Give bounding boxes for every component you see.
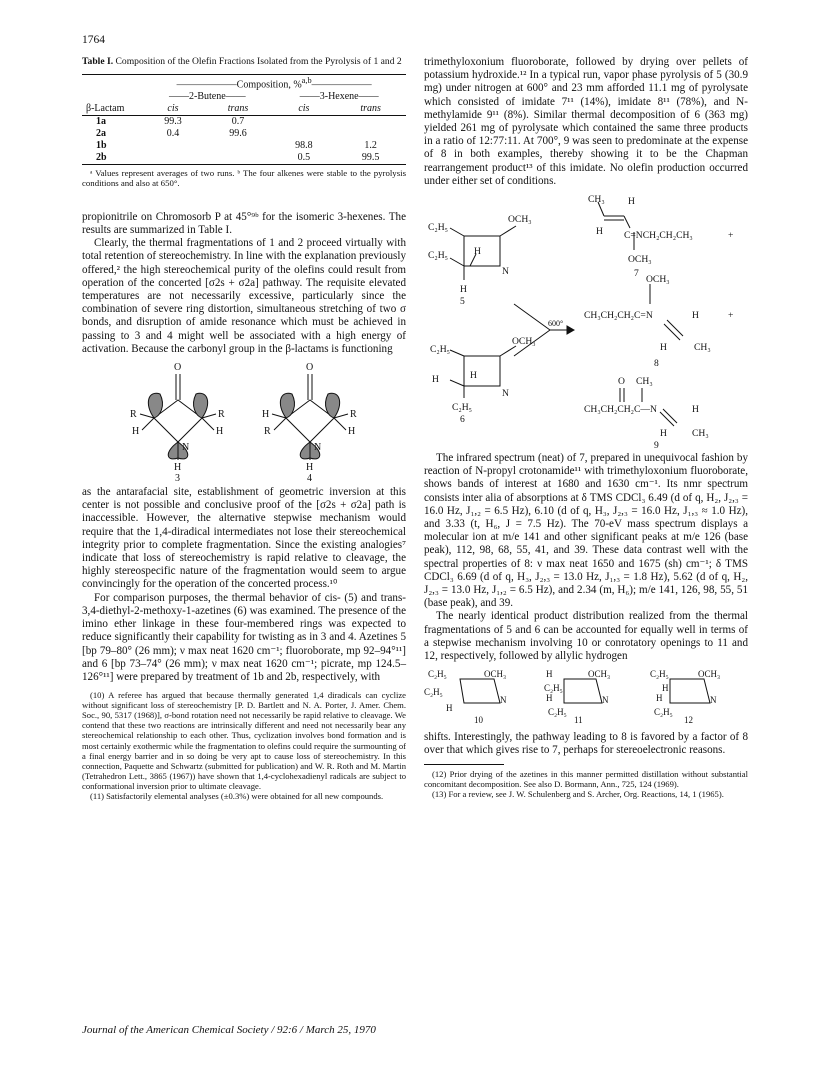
svg-text:H: H (470, 370, 477, 382)
svg-text:CH₃CH₂CH₂C=N: CH₃CH₂CH₂C=N (584, 310, 653, 322)
svg-text:CH₃CH₂CH₂C—N: CH₃CH₂CH₂C—N (584, 404, 657, 416)
svg-text:+: + (728, 310, 734, 322)
footnote-13: (13) For a review, see J. W. Schulenberg and S. Archer, Org. Reactions, 14, 1 (1965). (432, 788, 724, 799)
left-paragraph-3: as the antarafacial site, establishment of geometric inversion at this center is not possible and conclusive proof of the [σ2s + σ2a] path is inaccessible. However, the alternative stepwise mechanism would require that the 1,4-diradical intermediates not lose their stereochemical integrity prior to complete fragmentation. Since the existing analogies⁷ indicate that loss of stereochemistry is rapid relative to cleavage, the highly stereospecific nature of the fragmentation would seem to argue convincingly for the operation of the concerted process.¹⁰ (82, 486, 406, 591)
svg-text:C₂H₅: C₂H₅ (430, 344, 451, 356)
table-caption: Table I. Composition of the Olefin Fractions Isolated from the Pyrolysis of 1 and 2 (82, 56, 402, 67)
svg-text:H: H (692, 310, 699, 322)
svg-text:O: O (174, 362, 182, 374)
svg-text:OCH₃: OCH₃ (512, 336, 536, 348)
butene-header: ——2-Butene—— (169, 90, 246, 102)
right-footnotes (424, 764, 748, 799)
svg-text:H: H (692, 404, 699, 416)
label-9: 9 (654, 440, 659, 449)
col-cis: cis (167, 102, 179, 114)
table-footnote: ᵃ Values represent averages of two runs. ᵇ The four alkenes were stable to the pyrolysis conditions and also at 650°. (82, 167, 406, 189)
hexene-header: ——3-Hexene—— (299, 90, 379, 102)
svg-text:H: H (460, 284, 467, 296)
page-number: 1764 (82, 34, 105, 46)
svg-text:H: H (656, 693, 663, 704)
temperature-label: 600° (548, 319, 564, 329)
svg-text:O: O (618, 376, 625, 388)
svg-text:R: R (130, 409, 137, 421)
svg-text:OCH₃: OCH₃ (698, 669, 721, 680)
svg-text:N: N (182, 442, 190, 454)
svg-text:OCH₃: OCH₃ (484, 669, 507, 680)
footnote-rule (424, 764, 504, 765)
svg-text:H: H (660, 428, 667, 440)
svg-text:N: N (502, 388, 509, 400)
svg-text:OCH₃: OCH₃ (588, 669, 611, 680)
svg-text:C₂H₅: C₂H₅ (452, 402, 473, 414)
svg-text:OCH₃: OCH₃ (646, 274, 670, 286)
footnote-12: (12) Prior drying of the azetines in this manner permitted distillation without substantial concomitant decomposition. See also D. Bormann, Ann., 725, 124 (1969). (424, 768, 748, 789)
svg-text:H: H (174, 462, 182, 474)
svg-text:C₂H₅: C₂H₅ (424, 687, 443, 698)
col-trans: trans (360, 102, 381, 114)
svg-text:H: H (132, 426, 140, 438)
col-cis: cis (298, 102, 310, 114)
left-column (82, 56, 406, 801)
svg-text:C=NCH₂CH₂CH₃: C=NCH₂CH₂CH₃ (624, 230, 693, 242)
svg-text:R: R (350, 409, 357, 421)
table-row: 1b 98.8 1.2 (96, 139, 377, 151)
lactam-structures (94, 360, 394, 482)
svg-text:+: + (728, 230, 734, 242)
svg-text:H: H (446, 703, 453, 714)
svg-text:N: N (500, 695, 507, 706)
label-10: 10 (474, 715, 483, 726)
svg-text:C₂H₅: C₂H₅ (428, 250, 449, 262)
label-8: 8 (654, 358, 659, 370)
svg-text:H: H (628, 196, 635, 208)
svg-text:H: H (216, 426, 224, 438)
svg-text:H: H (546, 669, 553, 680)
svg-text:C₂H₅: C₂H₅ (548, 707, 567, 718)
svg-text:R: R (264, 426, 271, 438)
svg-text:N: N (314, 442, 322, 454)
right-paragraph-1: trimethyloxonium fluoroborate, followed by drying over pellets of potassium hydroxide.¹² In a typical run, vapor phase pyrolysis of 5 (30.9 mg) under nitrogen at 600° and 23 mm afforded 11.1 mg of pyrolysate which consisted of imidate 7¹¹ (14%), imidate 8¹¹ (78%), and N-methylamide 9¹¹ (8%). Similar thermal decomposition of 6 (363 mg) yielded 261 mg of pyrolysate which contained the same three products in a ratio of 12:77:11. At 700°, 9 was seen to predominate at the expense of 8 in both examples, thereby showing it to be the Chapman rearrangement product¹³ of this imidate. No olefin production occurred under either set of conditions. (424, 56, 748, 187)
label-12: 12 (684, 715, 693, 726)
left-paragraph-4: For comparison purposes, the thermal behavior of cis- (5) and trans-3,4-diethyl-2-methoxy-1-azetines (6) was examined. The presence of the imino ether linkage in these four-membered rings was expected to reduce significantly their capability for twisting as in 3 and 4. Azetines 5 [bp 79–80° (26 mm); ν max neat 1620 cm⁻¹; fluoroborate, mp 92–94°¹¹] and 6 [bp 73–74° (26 mm); ν max neat 1620 cm⁻¹; picrate, mp 124.5–126°¹¹] were prepared by treatment of 1b and 2b, respectively, with (82, 591, 406, 683)
col-trans: trans (227, 102, 249, 114)
svg-text:H: H (660, 342, 667, 354)
table-row: 2b 0.5 99.5 (82, 152, 406, 165)
svg-text:H: H (546, 693, 553, 704)
table-row: 2a 0.4 99.6 (96, 127, 247, 139)
svg-text:C₂H₅: C₂H₅ (544, 683, 563, 694)
label-7: 7 (634, 268, 639, 280)
svg-text:H: H (662, 683, 669, 694)
svg-text:H: H (432, 374, 439, 386)
label-5: 5 (460, 296, 465, 308)
right-paragraph-3: The nearly identical product distribution realized from the thermal fragmentations of 5 and 6 can be accounted for equally well in terms of a stepwise mechanism involving 10 or conrotatory openings to 11 and 12, respectively, followed by allylic hydrogen (424, 610, 748, 663)
svg-text:H: H (596, 226, 603, 238)
label-6: 6 (460, 414, 465, 426)
svg-text:H: H (348, 426, 356, 438)
composition-header: ——————Composition, %$^{a,b}$—————— (176, 75, 372, 90)
svg-text:CH₃: CH₃ (694, 342, 711, 354)
right-column (424, 56, 748, 799)
svg-text:C₂H₅: C₂H₅ (428, 669, 447, 680)
label-4: 4 (307, 473, 312, 483)
svg-text:N: N (602, 695, 609, 706)
footnote-10: (10) A referee has argued that because thermally generated 1,4 diradicals can cyclize without significant loss of stereochemistry [P. D. Bartlett and N. A. Porter, J. Amer. Chem. Soc., 90, 5317 (1968)], σ-bond rotation need not necessarily be rapid relative to cleavage. We contend that these two reactions are intrinsically different and need not necessarily bear any stereochemical relationship to each other. Thus, cyclization involves bond formation and is most certainly exothermic while the fragmentation to olefins could require the surmounting of a final energy barrier and in so doing be very apt to cause loss of stereochemistry. In this connection, Paquette and Schwartz (submitted for publication) and W. R. Roth and M. Martin (Tetrahedron Lett., 3865 (1967)) have shown that 1,4-cyclohexadienyl radicals are subject to conformational inversion prior to ultimate cleavage. (82, 690, 406, 791)
composition-table (82, 74, 406, 165)
footnote-11: (11) Satisfactorily elemental analyses (±0.3%) were obtained for all new compounds. (90, 791, 384, 802)
svg-text:CH₃: CH₃ (636, 376, 653, 388)
label-3: 3 (175, 473, 180, 483)
svg-text:O: O (306, 362, 314, 374)
right-paragraph-2: The infrared spectrum (neat) of 7, prepared in unequivocal fashion by reaction of N-propyl crotonamide¹¹ with trimethyloxonium fluoroborate, shows bands of interest at 1680 and 1630 cm⁻¹. Its nmr spectrum consists inter alia of absorptions at δ TMS CDCl₃ 6.49 (d of q, H₂, J₂,₃ = 16.0 Hz, J₁,₂ = 6.5 Hz), 6.10 (d of q, H₃, J₂,₃ = 16.0 Hz, J₁,₃ ≈ 1.0 Hz), and 3.33 (t, H₆, J = 7.5 Hz). The 70-eV mass spectrum displays a molecular ion at m/e 141 and other significant peaks at m/e 126 (base peak), 112, 98, 68, 55, 41, and 39. These data contrast well with the spectral properties of 8: ν max neat 1650 and 1675 (sh) cm⁻¹; δ TMS CDCl₃ 6.69 (d of q, H₃, J₂,₃ = 13.0 Hz, J₁,₃ = 1.8 Hz), 5.62 (d of q, H₂, J₂,₃ = 13.0 Hz, J₁,₂ = 6.5 Hz), and 2.34 (m, H₆); m/e 141, 126, 98, 55, 51 (base peak), and 39. (424, 452, 748, 610)
svg-text:CH₃: CH₃ (588, 194, 605, 206)
svg-text:H: H (306, 462, 314, 474)
svg-text:C₂H₅: C₂H₅ (654, 707, 673, 718)
svg-text:OCH₃: OCH₃ (508, 214, 532, 226)
svg-text:C₂H₅: C₂H₅ (428, 222, 449, 234)
label-11: 11 (574, 715, 583, 726)
left-paragraph-2: Clearly, the thermal fragmentations of 1 and 2 proceed virtually with total retention of stereochemistry. In line with the explanation previously offered,² the high stereochemical purity of the olefins could result from operation of the concerted [σ2s + σ2a] pathway. The requisite elevated temperatures are not necessarily excessive, particularly since the combination of severe ring distortion, simultaneous stretching of two σ bonds, and disruption of amide resonance which must be achieved in passing to 3 and 4 might well be associated with a high energy of activation. Because the carbonyl group in the β-lactams is functioning (82, 237, 406, 355)
svg-text:OCH₃: OCH₃ (628, 254, 652, 266)
journal-footer: Journal of the American Chemical Society / 92:6 / March 25, 1970 (82, 1024, 376, 1036)
svg-text:C₂H₅: C₂H₅ (650, 669, 669, 680)
pyrolysis-scheme (424, 192, 748, 448)
table-row: 1a 99.3 0.7 (96, 115, 245, 127)
lactam-col-header: β-Lactam (86, 102, 125, 114)
svg-text:H: H (262, 409, 270, 421)
right-paragraph-4: shifts. Interestingly, the pathway leading to 8 is favored by a factor of 8 over that which gives rise to 7, perhaps for stereoelectronic reasons. (424, 731, 748, 757)
left-footnotes (82, 684, 406, 801)
svg-text:CH₃: CH₃ (692, 428, 709, 440)
left-paragraph-1: propionitrile on Chromosorb P at 45°⁹ᵇ for the isomeric 3-hexenes. The results are summarized in Table I. (82, 210, 406, 237)
svg-text:N: N (502, 266, 509, 278)
svg-text:N: N (710, 695, 717, 706)
svg-text:R: R (218, 409, 225, 421)
intermediate-structures (424, 667, 748, 727)
svg-text:H: H (474, 246, 481, 258)
